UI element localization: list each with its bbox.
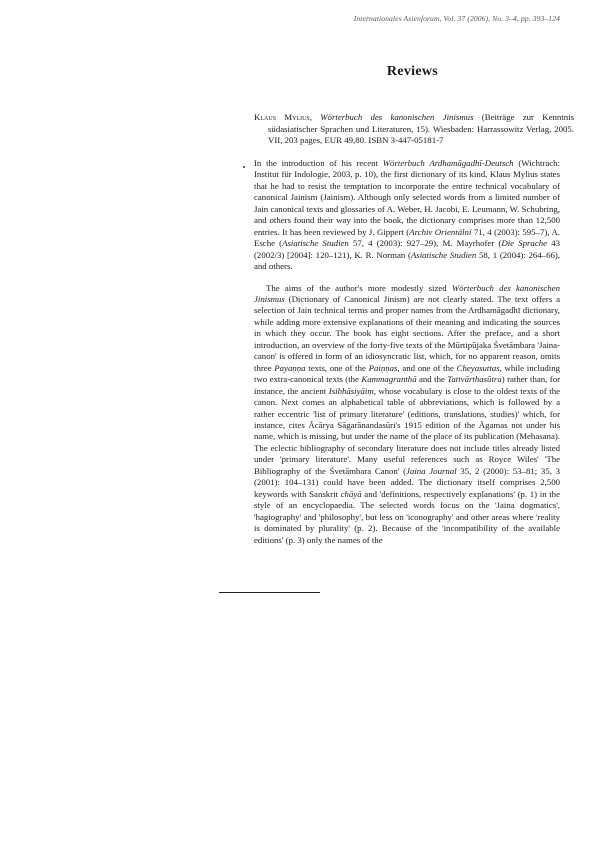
text-run: , whose vocabulary is close to the oldest texts of the canon. Next comes an alphabetical table of abbreviations, which is followed by a rather eccentric 'list of primary literature' (editions, translations, studies)' which, for instance, cites Ācārya Sāgarānandasūri's 1915 edition of the Āgamas not under his name, which is missing, but under the name of the place of its publication (Mehasana). The eclectic bibliography of secondary literature does not include titles already listed under 'primary literature'. Many useful references such as Royce Wiles' 'The Bibliography of the Śvetāmbara Canon' ( (254, 385, 561, 476)
text-run: Asiatische Studien (410, 249, 477, 260)
text-run: and the (416, 374, 448, 385)
footnote-rule (219, 592, 320, 593)
text-run: 35, 2 (2000): 53–81; 35, 3 (2001): 104–131) could have been added. The dictionary itself comprises 2,500 keywords with Sanskrit (254, 465, 561, 499)
text-run: , while including two extra-canonical texts (the (254, 362, 560, 385)
publication-details: (Beiträge zur Kenntnis südasiatischer Sprachen und Literaturen, 15). Wiesbaden: Harrassowitz Verlag, 2005. VII, 203 pages, EUR 49,80. ISBN 3-447-05181-7 (268, 112, 574, 145)
text-run: chāyā (340, 488, 362, 499)
margin-mark (243, 166, 245, 168)
text-run: Wörterbuch des kanonischen Jinismus (254, 282, 560, 304)
text-run: 43 (2002/3) [2004]: 120–121), K. R. Norman ( (254, 238, 561, 260)
text-run: Payaṇṇa (274, 362, 306, 373)
running-head: Internationales Asienforum, Vol. 37 (2006), No. 3–4, pp. 393–124 (353, 14, 560, 23)
text-run: texts, one of the (305, 362, 369, 373)
text-run: ) rather than, for instance, the ancient (254, 374, 561, 396)
text-run: Paiṇṇas (368, 362, 398, 373)
reviewed-book-title: Wörterbuch des kanonischen Jinismus (320, 112, 474, 122)
text-run: Asiatische Studien (282, 238, 349, 249)
text-run: Archiv Orientální (409, 226, 472, 237)
text-run: In the introduction of his recent (254, 158, 383, 168)
text-run: Jaina Journal (406, 465, 457, 476)
text-run: and 'definitions, respectively explanations' (p. 1) in the style of an encyclopaedia. The selected words focus on the 'Jaina dogmatics', 'hagiography' and 'philosophy', but less on 'iconography' and other areas where 'reality is dominated by plurality' (p. 2). Because of the 'incompatibility of the available editions' (p. 3) only the names of the (254, 488, 560, 545)
text-run: Isibhāsiyāiṃ (328, 385, 374, 396)
text-run: Cheyasuttas (456, 362, 500, 373)
text-run: (Wichtrach: Institut für Indologie, 2003, p. 10), the first dictionary of its kind, Klaus Mylius states that he had to resist the temptation to incorporate the entire technical vocabulary of canonical Jainism (Jainism). Although only selected words from a limited number of Jain canonical texts and glossaries of A. Weber, H. Jacobi, E. Leumann, W. Schubring, and others found their way into the book, the dictionary comprises more than 12,500 entries. It has been reviewed by J. Gippert ( (254, 158, 560, 237)
text-run: Die Sprache (501, 238, 548, 249)
paragraph-2 (254, 283, 560, 546)
text-run: Kammagranthā (361, 374, 417, 385)
review-bibliographic-entry: Klaus Mylius, Wörterbuch des kanonischen Jinismus (Beiträge zur Kenntnis südasiatischer Sprachen und Literaturen, 15). Wiesbaden: Harrassowitz Verlag, 2005. VII, 203 pages, EUR 49,80. ISBN 3-447-05181-7 (254, 112, 574, 145)
text-run: , and one of the (397, 362, 457, 373)
review-body (254, 158, 560, 556)
text-run: 71, 4 (2003): 595–7), A. Esche ( (254, 226, 560, 249)
text-run: The aims of the author's more modestly sized (266, 282, 452, 293)
text-run: 58, 1 (2004): 264–66), and others. (254, 249, 561, 272)
text-run: Wörterbuch Ardhamāgadhī-Deutsch (382, 158, 514, 168)
text-run: (Dictionary of Canonical Jinism) are not clearly stated. The text offers a selection of Jain technical terms and proper names from the Ardhamāgadhī dictionary, while adding more extensive explanations of their meaning and indicating the sources in which they occur. The book has eight sections. After the preface, and a short introduction, an overview of the forty-five texts of the Mūrtipūjaka Śvetāmbara 'Jaina-canon' is offered in form of an idiosyncratic list, which, for no apparent reason, omits three (254, 293, 560, 373)
paragraph-1 (254, 158, 560, 273)
review-author: Klaus Mylius (254, 112, 310, 122)
text-run: Tattvārthasūtra (447, 374, 502, 385)
text-run: 57, 4 (2003): 927–29), M. Mayrhofer ( (348, 238, 502, 249)
section-title: Reviews (386, 64, 438, 79)
